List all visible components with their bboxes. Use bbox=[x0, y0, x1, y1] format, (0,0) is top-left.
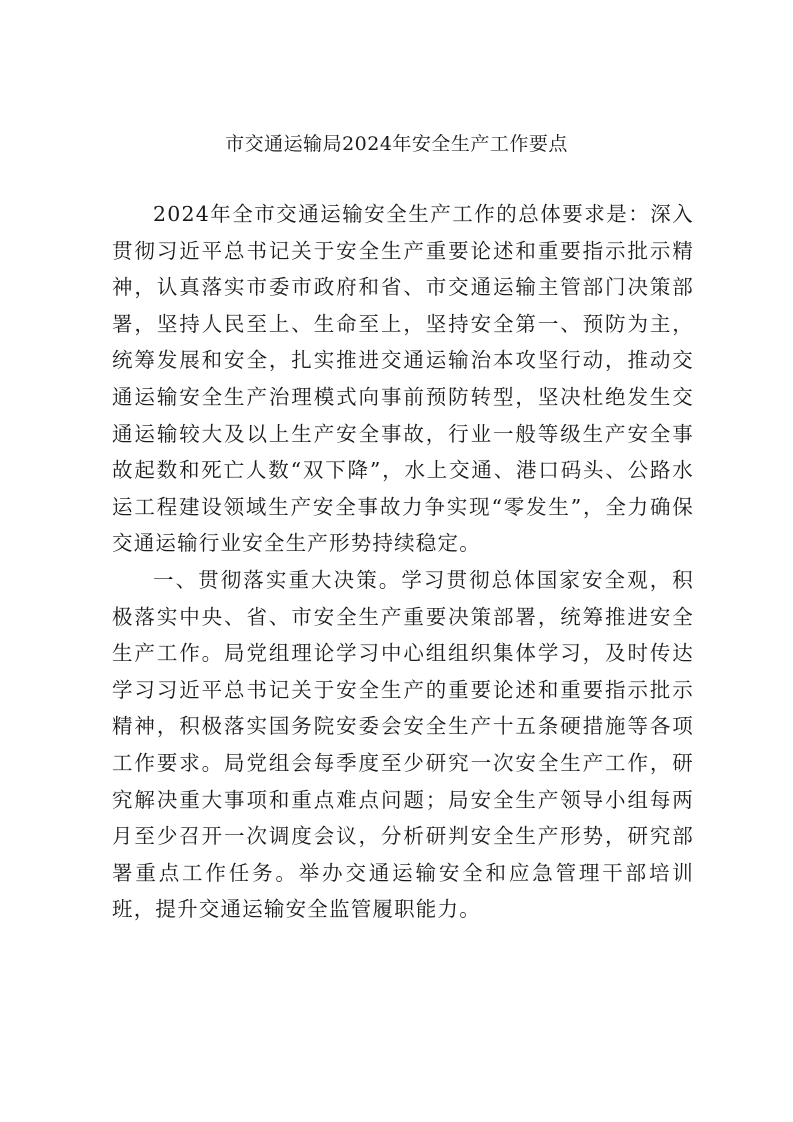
document-body bbox=[112, 196, 694, 928]
paragraph-section-one: 一、贯彻落实重大决策。学习贯彻总体国家安全观，积极落实中央、省、市安全生产重要决策部署，统筹推进安全生产工作。局党组理论学习中心组组织集体学习，及时传达学习习近平总书记关于安全生产的重要论述和重要指示批示精神，积极落实国务院安委会安全生产十五条硬措施等各项工作要求。局党组会每季度至少研究一次安全生产工作，研究解决重大事项和重点难点问题；局安全生产领导小组每两月至少召开一次调度会议，分析研判安全生产形势，研究部署重点工作任务。举办交通运输安全和应急管理干部培训班，提升交通运输安全监管履职能力。 bbox=[112, 567, 694, 922]
paragraph-overall-requirements: 2024年全市交通运输安全生产工作的总体要求是：深入贯彻习近平总书记关于安全生产重要论述和重要指示批示精神，认真落实市委市政府和省、市交通运输主管部门决策部署，坚持人民至上、生命至上，坚持安全第一、预防为主，统筹发展和安全，扎实推进交通运输治本攻坚行动，推动交通运输安全生产治理模式向事前预防转型，坚决杜绝发生交通运输较大及以上生产安全事故，行业一般等级生产安全事故起数和死亡人数“双下降”，水上交通、港口码头、公路水运工程建设领域生产安全事故力争实现“零发生”，全力确保交通运输行业安全生产形势持续稳定。 bbox=[112, 202, 694, 556]
document-title: 市交通运输局2024年安全生产工作要点 bbox=[225, 133, 568, 155]
